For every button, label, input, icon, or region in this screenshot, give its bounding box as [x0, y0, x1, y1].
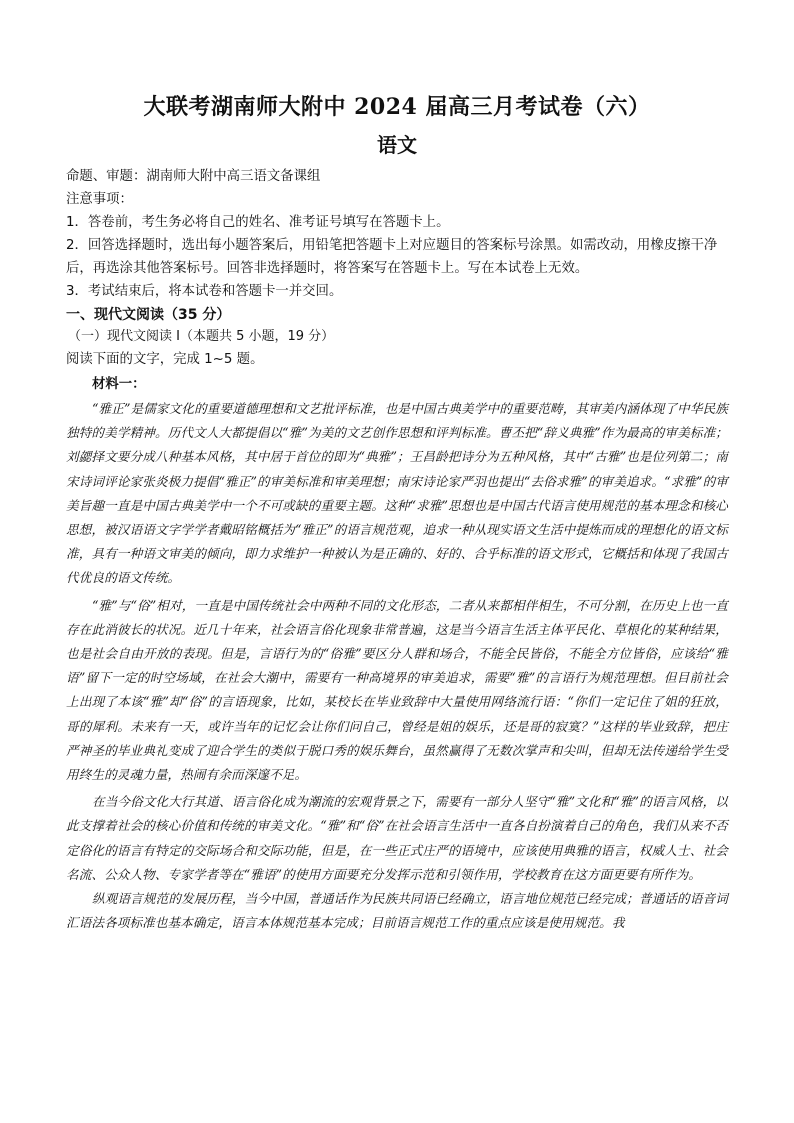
- reading-instruction: 阅读下面的文字，完成 1~5 题。: [66, 352, 264, 367]
- notes-heading: 注意事项：: [66, 192, 133, 207]
- subject-title: 语文: [377, 133, 417, 157]
- note-item-1: 1．答卷前，考生务必将自己的姓名、准考证号填写在答题卡上。: [66, 215, 450, 230]
- exam-title: 大联考湖南师大附中 2024 届高三月考试卷（六）: [143, 94, 651, 120]
- authors-line: 命题、审题：湖南师大附中高三语文备课组: [66, 169, 321, 184]
- passage-paragraph: “雅正”是儒家文化的重要道德理想和文艺批评标准，也是中国古典美学中的重要范畴，其审美内涵体现了中华民族独特的美学精神。历代文人大都提倡以“雅”为美的文艺创作思想和评判标准。曹丕把“辞义典雅”作为最高的审美标准；刘勰择文要分成八种基本风格，其中居于首位的即为“典雅”；王昌龄把诗分为五种风格，其中“古雅”也是位列第二；南宋诗词评论家张炎极力提倡“雅正”的审美标准和审美理想；南宋诗论家严羽也提出“去俗求雅”的审美追求。“求雅”的审美旨趣一直是中国古典美学中一个不可或缺的重要主题。这种“求雅”思想也是中国古代语言使用规范的基本理念和核心思想，被汉语语文字学学者戴昭铭概括为“雅正”的语言规范观，追求一种从现实语文生活中提炼而成的理想化的语文标准，具有一种语文审美的倾向，即力求维护一种被认为是正确的、好的、合乎标准的语文形式，它概括和体现了我国古代优良的语文传统。: [66, 401, 728, 586]
- subsection-heading: （一）现代文阅读 I（本题共 5 小题，19 分）: [68, 329, 335, 344]
- passage-paragraph: 在当今俗文化大行其道、语言俗化成为潮流的宏观背景之下，需要有一部分人坚守“雅”文化和“雅”的语言风格，以此支撑着社会的核心价值和传统的审美文化。“雅”和“俗”在社会语言生活中一直各自扮演着自己的角色，我们从来不否定俗化的语言有特定的交际场合和交际功能，但是，在一些正式庄严的语境中，应该使用典雅的语言，权威人士、社会名流、公众人物、专家学者等在“雅语”的使用方面要充分发挥示范和引领作用，学校教育在这方面更要有所作为。: [66, 794, 728, 882]
- material-label: 材料一：: [92, 376, 146, 392]
- passage-paragraph: “雅”与“俗”相对，一直是中国传统社会中两种不同的文化形态，二者从来都相伴相生，不可分割，在历史上也一直存在此消彼长的状况。近几十年来，社会语言俗化现象非常普遍，这是当今语言生活主体平民化、草根化的某种结果，也是社会自由开放的表现。但是，言语行为的“俗雅”要区分人群和场合，不能全民皆俗，不能全方位皆俗，应该给“雅语”留下一定的时空场域，在社会大潮中，需要有一种高境界的审美追求，需要“雅”的言语行为规范理想。但目前社会上出现了本该“雅”却“俗”的言语现象，比如，某校长在毕业致辞中大量使用网络流行语：“你们一定记住了姐的狂放，哥的犀利。未来有一天，或许当年的记忆会让你们问自己，曾经是姐的娱乐，还是哥的寂寞？”这样的毕业致辞，把庄严神圣的毕业典礼变成了迎合学生的类似于脱口秀的娱乐舞台，虽然赢得了无数次掌声和尖叫，但却无法传递给学生受用终生的灵魂力量，热闹有余而深邃不足。: [66, 597, 728, 783]
- note-item-3: 3．考试结束后，将本试卷和答题卡一并交回。: [66, 284, 343, 299]
- passage-paragraph: 纵观语言规范的发展历程，当今中国，普通话作为民族共同语已经确立，语言地位规范已经完成；普通话的语音词汇语法各项标准也基本确定，语言本体规范基本完成；目前语言规范工作的重点应该是使用规范。我: [66, 891, 728, 931]
- section-heading: 一、现代文阅读（35 分）: [66, 307, 231, 323]
- note-item-2: 2．回答选择题时，选出每小题答案后，用铅笔把答题卡上对应题目的答案标号涂黑。如需改动，用橡皮擦干净后，再选涂其他答案标号。回答非选择题时，将答案写在答题卡上。写在本试卷上无效。: [66, 238, 718, 276]
